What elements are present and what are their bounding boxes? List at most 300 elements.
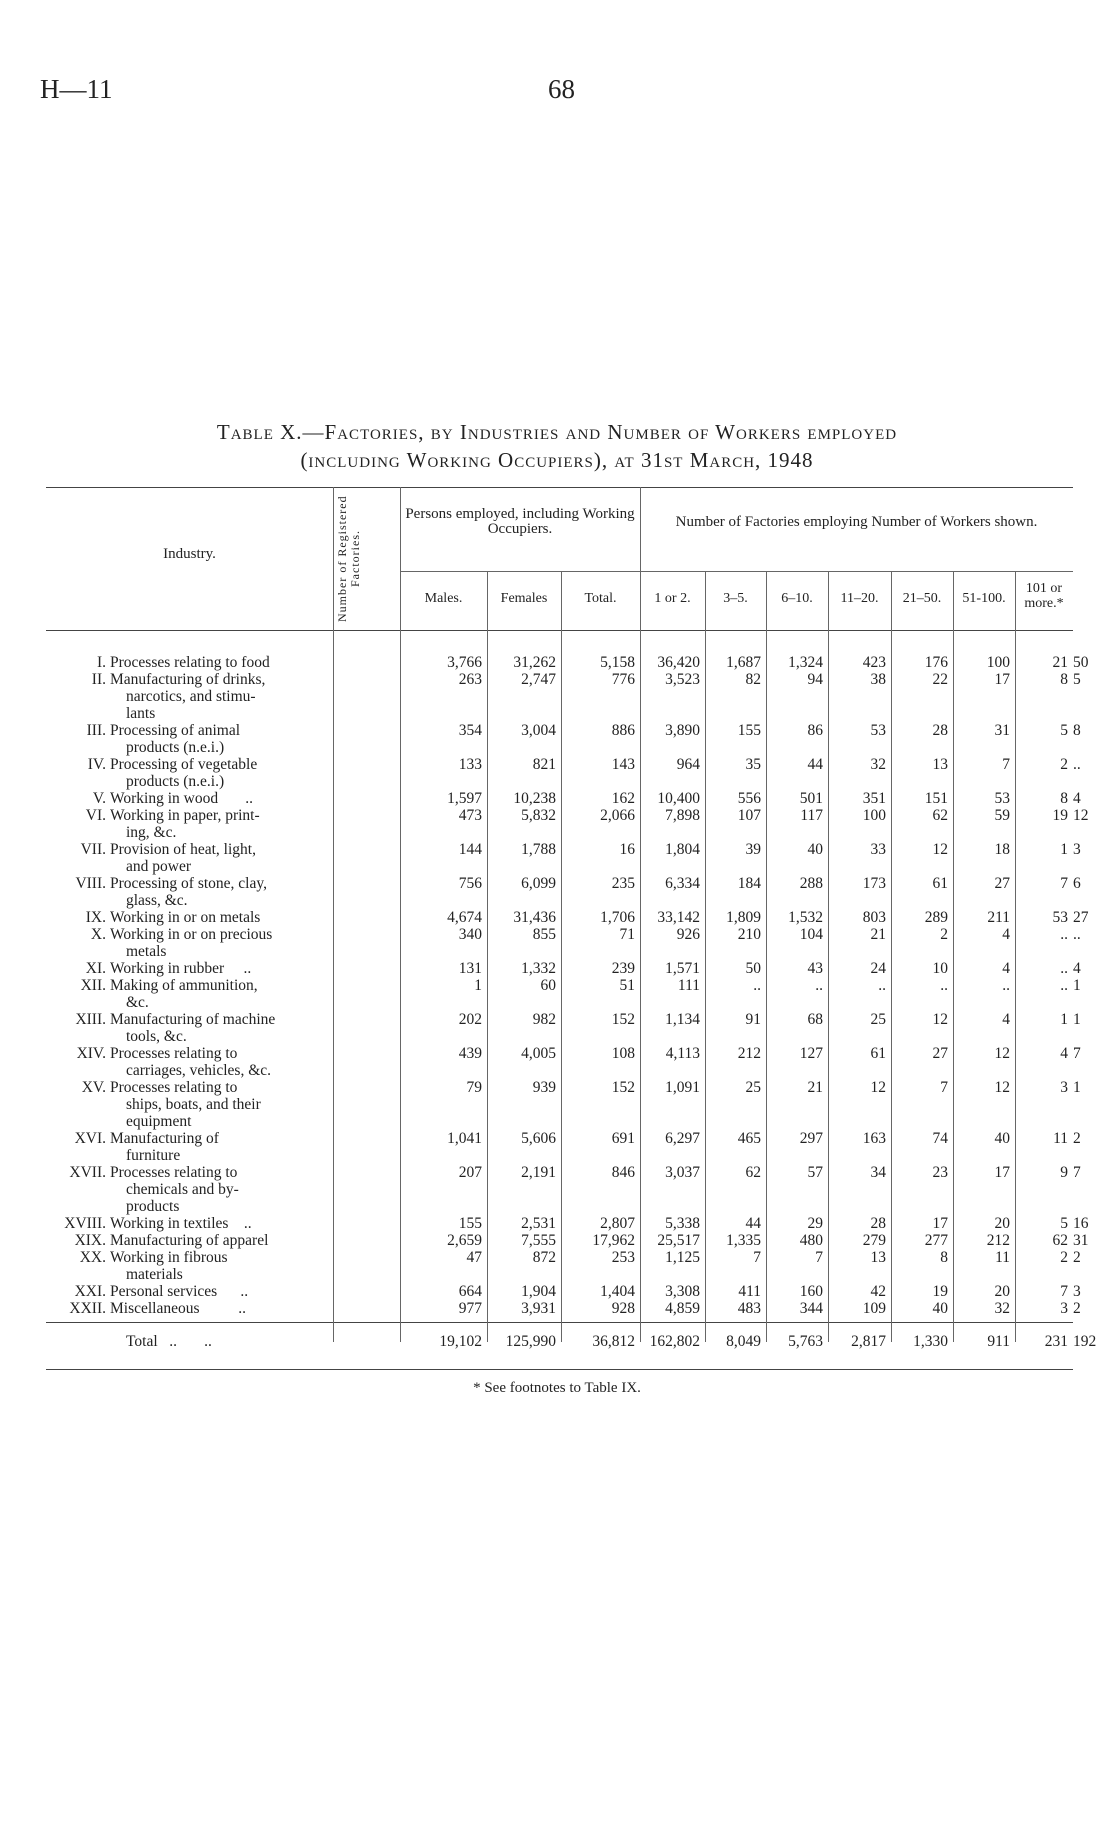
industry-name-line: Manufacturing of [110, 1130, 219, 1147]
cell-value: 354 [458, 722, 482, 739]
cell-value: 57 [807, 1164, 823, 1181]
cell-value: 12 [994, 1045, 1010, 1062]
cell-value: 6 [1073, 875, 1081, 892]
cell-value: 480 [799, 1232, 823, 1249]
cell-value: 32 [870, 756, 886, 773]
cell-value: .. [1073, 756, 1081, 773]
cell-value: 133 [458, 756, 482, 773]
cell-value: 100 [862, 807, 886, 824]
header-industry: Industry. [163, 546, 216, 562]
cell-value: 16 [1073, 1215, 1089, 1232]
industry-name-line: Working in textiles .. [110, 1215, 252, 1232]
industry-name [110, 1045, 332, 1079]
cell-value: 691 [611, 1130, 635, 1147]
cell-value: 19 [932, 1283, 948, 1300]
row-numeral: XVI. [74, 1130, 106, 1147]
cell-value: 5,158 [600, 654, 635, 671]
cell-value: 756 [458, 875, 482, 892]
cell-value: 1,134 [665, 1011, 700, 1028]
cell-value: 108 [611, 1045, 635, 1062]
row-numeral: XX. [79, 1249, 106, 1266]
cell-value: 2 [1060, 756, 1068, 773]
cell-value: 4 [1002, 1011, 1010, 1028]
cell-value: 8 [1073, 722, 1081, 739]
cell-value: 4,674 [447, 909, 482, 926]
industry-name-line: Processing of animal [110, 722, 241, 739]
cell-value: 21 [807, 1079, 823, 1096]
cell-value: 3,523 [665, 671, 700, 688]
cell-value: 1,687 [726, 654, 761, 671]
cell-value: 1,091 [665, 1079, 700, 1096]
header-w5: 21–50. [902, 591, 942, 606]
row-numeral: XI. [85, 960, 106, 977]
cell-value: 340 [458, 926, 482, 943]
industry-name [110, 1249, 332, 1283]
cell-value: 60 [540, 977, 556, 994]
cell-value: 33 [870, 841, 886, 858]
industry-name-line: Processing of vegetable [110, 756, 258, 773]
cell-value: 11 [995, 1249, 1010, 1266]
header-w7: 101 or more.* [1024, 581, 1064, 611]
cell-value: 8,049 [726, 1333, 761, 1350]
cell-value: 2,747 [521, 671, 556, 688]
cell-value: 173 [862, 875, 886, 892]
cell-value: 411 [738, 1283, 761, 1300]
bottom-rule [46, 1369, 1073, 1370]
row-numeral: III. [86, 722, 106, 739]
cell-value: 25 [745, 1079, 761, 1096]
header-w1: 1 or 2. [654, 591, 691, 606]
cell-value: 5,832 [521, 807, 556, 824]
industry-name-line: metals [126, 943, 167, 960]
cell-value: 939 [532, 1079, 556, 1096]
row-numeral: X. [90, 926, 106, 943]
row-numeral: I. [96, 654, 106, 671]
industry-name-line: narcotics, and stimu- [126, 688, 256, 705]
row-numeral: XVIII. [64, 1215, 106, 1232]
cell-value: 964 [676, 756, 700, 773]
cell-value: 3 [1073, 1283, 1081, 1300]
cell-value: 7 [1002, 756, 1010, 773]
cell-value: 31,262 [513, 654, 556, 671]
footnote: * See footnotes to Table IX. [473, 1380, 641, 1396]
cell-value: 35 [745, 756, 761, 773]
cell-value: 7,898 [665, 807, 700, 824]
cell-value: 872 [532, 1249, 556, 1266]
cell-value: 109 [862, 1300, 886, 1317]
cell-value: 53 [870, 722, 886, 739]
industry-name [110, 926, 332, 960]
cell-value: 1 [1073, 1079, 1081, 1096]
cell-value: 61 [870, 1045, 886, 1062]
header-males: Males. [424, 591, 463, 606]
header-w2: 3–5. [723, 591, 748, 606]
cell-value: 2 [1073, 1249, 1081, 1266]
cell-value: 926 [676, 926, 700, 943]
cell-value: 31,436 [513, 909, 556, 926]
industry-name-line: carriages, vehicles, &c. [126, 1062, 272, 1079]
column-divider [333, 487, 334, 1342]
cell-value: 7 [1073, 1045, 1081, 1062]
industry-name [110, 1215, 332, 1232]
cell-value: 2 [1060, 1249, 1068, 1266]
industry-name [110, 671, 332, 722]
cell-value: 212 [986, 1232, 1010, 1249]
cell-value: 4 [1002, 960, 1010, 977]
cell-value: 2,191 [521, 1164, 556, 1181]
cell-value: 1,324 [788, 654, 823, 671]
cell-value: 7 [1060, 875, 1068, 892]
cell-value: 351 [862, 790, 886, 807]
cell-value: 16 [619, 841, 635, 858]
cell-value: 19 [1052, 807, 1068, 824]
cell-value: 13 [870, 1249, 886, 1266]
cell-value: 235 [611, 875, 635, 892]
cell-value: 423 [862, 654, 886, 671]
row-numeral: VI. [85, 807, 106, 824]
cell-value: 143 [611, 756, 635, 773]
industry-name-line: Working in paper, print- [110, 807, 260, 824]
industry-name [110, 841, 332, 875]
cell-value: 4 [1073, 790, 1081, 807]
cell-value: 12 [932, 841, 948, 858]
cell-value: 4 [1073, 960, 1081, 977]
industry-name-line: equipment [126, 1113, 192, 1130]
cell-value: 4,859 [665, 1300, 700, 1317]
cell-value: 1 [1060, 841, 1068, 858]
cell-value: 28 [932, 722, 948, 739]
subheader-rule [400, 571, 1073, 572]
cell-value: 20 [994, 1215, 1010, 1232]
cell-value: 21 [1052, 654, 1068, 671]
cell-value: 155 [458, 1215, 482, 1232]
cell-value: 59 [994, 807, 1010, 824]
cell-value: .. [1002, 977, 1010, 994]
cell-value: 117 [800, 807, 823, 824]
industry-name-line: Manufacturing of drinks, [110, 671, 266, 688]
cell-value: 20 [994, 1283, 1010, 1300]
cell-value: 439 [458, 1045, 482, 1062]
cell-value: 5 [1073, 671, 1081, 688]
cell-value: 2 [1073, 1300, 1081, 1317]
table-title: Table X.—Factories, by Industries and Number of Workers employed [216, 420, 898, 444]
cell-value: 1,809 [726, 909, 761, 926]
cell-value: 239 [611, 960, 635, 977]
cell-value: 2,659 [447, 1232, 482, 1249]
header-rule [46, 630, 1073, 631]
cell-value: 62 [1052, 1232, 1068, 1249]
cell-value: 7 [1060, 1283, 1068, 1300]
cell-value: 928 [611, 1300, 635, 1317]
cell-value: 184 [737, 875, 761, 892]
cell-value: 131 [458, 960, 482, 977]
industry-name-line: materials [126, 1266, 183, 1283]
industry-name-line: Working in rubber .. [110, 960, 252, 977]
cell-value: 556 [737, 790, 761, 807]
industry-name-line: Processes relating to food [110, 654, 270, 671]
industry-name-line: Manufacturing of apparel [110, 1232, 269, 1249]
row-numeral: XVII. [69, 1164, 106, 1181]
industry-name-line: Provision of heat, light, [110, 841, 256, 858]
cell-value: 51 [619, 977, 635, 994]
cell-value: 27 [1073, 909, 1089, 926]
cell-value: 19,102 [439, 1333, 482, 1350]
cell-value: 12 [994, 1079, 1010, 1096]
cell-value: 162,802 [649, 1333, 700, 1350]
cell-value: 289 [924, 909, 948, 926]
cell-value: 152 [611, 1011, 635, 1028]
cell-value: 27 [932, 1045, 948, 1062]
cell-value: 5 [1060, 722, 1068, 739]
cell-value: 7 [815, 1249, 823, 1266]
industry-name-line: products (n.e.i.) [126, 773, 225, 790]
cell-value: 253 [611, 1249, 635, 1266]
industry-name-line: and power [126, 858, 191, 875]
cell-value: 4,113 [665, 1045, 700, 1062]
cell-value: 207 [458, 1164, 482, 1181]
row-numeral: VII. [80, 841, 106, 858]
cell-value: .. [753, 977, 761, 994]
row-numeral: V. [92, 790, 106, 807]
cell-value: 5,338 [665, 1215, 700, 1232]
cell-value: 3,037 [665, 1164, 700, 1181]
page-number: 68 [548, 74, 575, 104]
cell-value: 100 [986, 654, 1010, 671]
cell-value: 1,597 [447, 790, 482, 807]
cell-value: 3 [1060, 1300, 1068, 1317]
industry-name-line: Working in wood .. [110, 790, 253, 807]
cell-value: 31 [994, 722, 1010, 739]
cell-value: 33,142 [657, 909, 700, 926]
industry-name [110, 1164, 332, 1215]
cell-value: 22 [932, 671, 948, 688]
industry-name-line: ships, boats, and their [126, 1096, 261, 1113]
cell-value: 162 [611, 790, 635, 807]
cell-value: 279 [862, 1232, 886, 1249]
cell-value: .. [940, 977, 948, 994]
cell-value: 3 [1073, 841, 1081, 858]
cell-value: 1 [474, 977, 482, 994]
cell-value: 982 [532, 1011, 556, 1028]
cell-value: 3,004 [521, 722, 556, 739]
cell-value: 152 [611, 1079, 635, 1096]
cell-value: 79 [466, 1079, 482, 1096]
cell-value: .. [1060, 977, 1068, 994]
industry-name [110, 977, 332, 1011]
cell-value: 94 [807, 671, 823, 688]
cell-value: 1,332 [521, 960, 556, 977]
cell-value: 12 [932, 1011, 948, 1028]
cell-value: 12 [1073, 807, 1089, 824]
header-w6: 51-100. [962, 591, 1006, 606]
cell-value: 17 [994, 1164, 1010, 1181]
industry-name [110, 756, 332, 790]
cell-value: 61 [932, 875, 948, 892]
cell-value: 9 [1060, 1164, 1068, 1181]
cell-value: 1,571 [665, 960, 700, 977]
cell-value: 36,812 [592, 1333, 635, 1350]
header-factories: Number of Registered Factories. [335, 495, 362, 623]
cell-value: 886 [611, 722, 635, 739]
cell-value: 151 [924, 790, 948, 807]
cell-value: 11 [1053, 1130, 1068, 1147]
cell-value: 62 [745, 1164, 761, 1181]
cell-value: 23 [932, 1164, 948, 1181]
row-numeral: XXI. [74, 1283, 106, 1300]
cell-value: 803 [862, 909, 886, 926]
cell-value: 7,555 [521, 1232, 556, 1249]
row-numeral: VIII. [75, 875, 106, 892]
cell-value: 32 [994, 1300, 1010, 1317]
cell-value: 1,532 [788, 909, 823, 926]
cell-value: 44 [745, 1215, 761, 1232]
cell-value: .. [1073, 926, 1081, 943]
cell-value: 3,931 [521, 1300, 556, 1317]
cell-value: 24 [870, 960, 886, 977]
industry-name [110, 1079, 332, 1130]
industry-name-line: lants [126, 705, 156, 722]
cell-value: 192 [1073, 1333, 1097, 1350]
total-rule [46, 1322, 1073, 1323]
cell-value: 5,606 [521, 1130, 556, 1147]
cell-value: 47 [466, 1249, 482, 1266]
cell-value: 34 [870, 1164, 886, 1181]
cell-value: 1,804 [665, 841, 700, 858]
row-numeral: XIII. [75, 1011, 106, 1028]
cell-value: 21 [870, 926, 886, 943]
cell-value: 7 [753, 1249, 761, 1266]
cell-value: 344 [799, 1300, 823, 1317]
cell-value: 6,334 [665, 875, 700, 892]
cell-value: 40 [932, 1300, 948, 1317]
cell-value: 1,041 [447, 1130, 482, 1147]
industry-name-line: Processes relating to [110, 1079, 238, 1096]
cell-value: 10,400 [657, 790, 700, 807]
cell-value: 211 [987, 909, 1010, 926]
cell-value: 6,099 [521, 875, 556, 892]
header-persons-group: Persons employed, including Working Occupiers. [405, 506, 635, 537]
cell-value: .. [1060, 926, 1068, 943]
cell-value: 3,766 [447, 654, 482, 671]
cell-value: 210 [737, 926, 761, 943]
industry-name-line: furniture [126, 1147, 181, 1164]
cell-value: 277 [924, 1232, 948, 1249]
industry-name-line: products (n.e.i.) [126, 739, 225, 756]
cell-value: 86 [807, 722, 823, 739]
industry-name [110, 790, 332, 807]
cell-value: 2,817 [851, 1333, 886, 1350]
header-w4: 11–20. [840, 591, 879, 606]
cell-value: 465 [737, 1130, 761, 1147]
cell-value: 31 [1073, 1232, 1089, 1249]
total-label: Total .. .. [126, 1333, 212, 1350]
cell-value: 4 [1060, 1045, 1068, 1062]
cell-value: 212 [737, 1045, 761, 1062]
cell-value: 17 [932, 1215, 948, 1232]
industry-name-line: glass, &c. [126, 892, 188, 909]
cell-value: 17,962 [592, 1232, 635, 1249]
cell-value: 5,763 [788, 1333, 823, 1350]
header-workers-group: Number of Factories employing Number of Workers shown. [675, 514, 1038, 530]
cell-value: 263 [458, 671, 482, 688]
cell-value: 44 [807, 756, 823, 773]
industry-name-line: products [126, 1198, 180, 1215]
cell-value: 74 [932, 1130, 948, 1147]
industry-name [110, 1011, 332, 1045]
cell-value: 10,238 [513, 790, 556, 807]
cell-value: 3 [1060, 1079, 1068, 1096]
cell-value: 1,330 [913, 1333, 948, 1350]
row-numeral: XII. [80, 977, 106, 994]
cell-value: 1 [1073, 977, 1081, 994]
cell-value: 664 [458, 1283, 482, 1300]
row-numeral: XV. [81, 1079, 106, 1096]
cell-value: 3,890 [665, 722, 700, 739]
industry-name-line: chemicals and by- [126, 1181, 239, 1198]
cell-value: 107 [737, 807, 761, 824]
cell-value: 43 [807, 960, 823, 977]
industry-name [110, 960, 332, 977]
cell-value: 776 [611, 671, 635, 688]
cell-value: .. [815, 977, 823, 994]
industry-name [110, 1130, 332, 1164]
row-numeral: XXII. [69, 1300, 106, 1317]
cell-value: 1,404 [600, 1283, 635, 1300]
cell-value: .. [878, 977, 886, 994]
cell-value: 125,990 [505, 1333, 556, 1350]
cell-value: 29 [807, 1215, 823, 1232]
header-w3: 6–10. [781, 591, 813, 606]
row-numeral: IV. [87, 756, 106, 773]
cell-value: 821 [532, 756, 556, 773]
cell-value: 36,420 [657, 654, 700, 671]
cell-value: 2,066 [600, 807, 635, 824]
industry-name-line: Working in fibrous [110, 1249, 228, 1266]
header-total: Total. [584, 591, 617, 606]
cell-value: 231 [1044, 1333, 1068, 1350]
cell-value: 42 [870, 1283, 886, 1300]
industry-name [110, 1300, 332, 1317]
industry-name [110, 654, 332, 671]
cell-value: 176 [924, 654, 948, 671]
cell-value: 160 [799, 1283, 823, 1300]
cell-value: 911 [987, 1333, 1010, 1350]
industry-name [110, 1283, 332, 1300]
cell-value: 28 [870, 1215, 886, 1232]
cell-value: 68 [807, 1011, 823, 1028]
table-subtitle: (including Working Occupiers), at 31st March, 1948 [300, 448, 814, 472]
industry-name-line: Miscellaneous .. [110, 1300, 247, 1317]
industry-name [110, 807, 332, 841]
cell-value: 27 [994, 875, 1010, 892]
industry-name [110, 909, 332, 926]
cell-value: 501 [799, 790, 823, 807]
cell-value: 8 [940, 1249, 948, 1266]
industry-name-line: Personal services .. [110, 1283, 249, 1300]
cell-value: 18 [994, 841, 1010, 858]
cell-value: 7 [940, 1079, 948, 1096]
cell-value: 2,807 [600, 1215, 635, 1232]
cell-value: 288 [799, 875, 823, 892]
cell-value: 8 [1060, 790, 1068, 807]
cell-value: 10 [932, 960, 948, 977]
row-numeral: XIX. [74, 1232, 106, 1249]
document-reference: H—11 [40, 74, 113, 104]
cell-value: 127 [799, 1045, 823, 1062]
cell-value: 5 [1060, 1215, 1068, 1232]
industry-name [110, 1232, 332, 1249]
cell-value: 8 [1060, 671, 1068, 688]
